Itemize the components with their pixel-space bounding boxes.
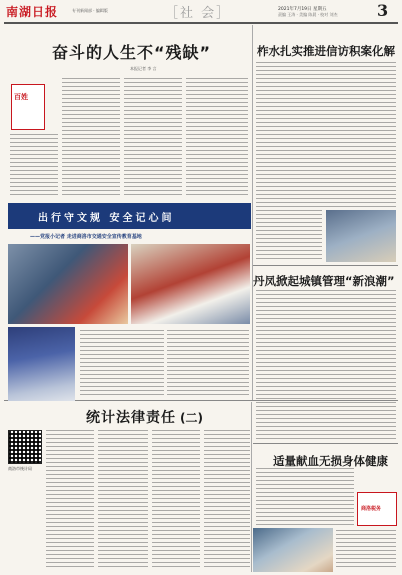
headline-bottom: 统计法律责任: [86, 410, 176, 426]
banner-title: 出行守文规 安全记心间: [38, 213, 175, 224]
editor-line: 责编 王涛 · 美编 陈晨 · 校对 刘杰: [278, 12, 338, 17]
article-body-text: [10, 134, 58, 198]
headline-right-1: 柞水扎实推进信访积案化解: [257, 44, 395, 58]
newspaper-logo: 南湖日报: [6, 5, 59, 19]
masthead-rule: [4, 22, 398, 24]
emblem-label: 百姓: [14, 93, 28, 101]
article-body-text: [62, 78, 120, 198]
issue-date: 2021年7月19日 星期五: [278, 7, 327, 12]
page-number: 3: [377, 1, 389, 20]
section-divider: [253, 265, 398, 266]
article-body-text: [256, 468, 354, 526]
column-divider: [252, 25, 253, 400]
photo-caption-text: [80, 330, 164, 398]
banner-subtitle: ——党报小记者 走进商洛市交通安全宣传教育基地: [30, 234, 142, 240]
photo-children-police: [8, 244, 128, 324]
photo-petition-office: [326, 210, 396, 262]
article-body-text: [167, 330, 249, 398]
article-body-text: [256, 290, 396, 440]
article-body-text: [256, 210, 322, 262]
photo-children-group: [131, 244, 250, 324]
section-divider: [253, 443, 398, 444]
article-body-text: [46, 430, 94, 570]
photo-exhibition-hall: [8, 327, 75, 401]
headline-bottom-part: (二): [180, 411, 203, 425]
article-body-text: [152, 430, 200, 570]
article-body-text: [124, 78, 182, 198]
column-emblem: [11, 84, 45, 130]
qr-code: [8, 430, 42, 464]
section-label: ［社 会］: [165, 6, 232, 21]
article-body-text: [186, 78, 248, 198]
photo-caption-text: [336, 530, 396, 570]
headline-right-2: 丹凤掀起城镇管理“新浪潮”: [253, 274, 395, 288]
byline: 本报记者 李 言: [130, 66, 157, 71]
column-divider: [251, 402, 252, 572]
tax-badge-label: 商洛税务: [361, 506, 382, 512]
article-body-text: [256, 62, 396, 208]
headline-main: 奋斗的人生不“残缺”: [52, 43, 212, 62]
headline-right-3: 适量献血无损身体健康: [273, 454, 388, 468]
article-body-text: [98, 430, 148, 570]
edition-note: 专刊新闻部 · 编辑版: [72, 8, 108, 13]
photo-blood-donation: [253, 528, 333, 572]
article-body-text: [204, 430, 250, 570]
qr-caption: 商洛市统计局: [8, 466, 32, 471]
